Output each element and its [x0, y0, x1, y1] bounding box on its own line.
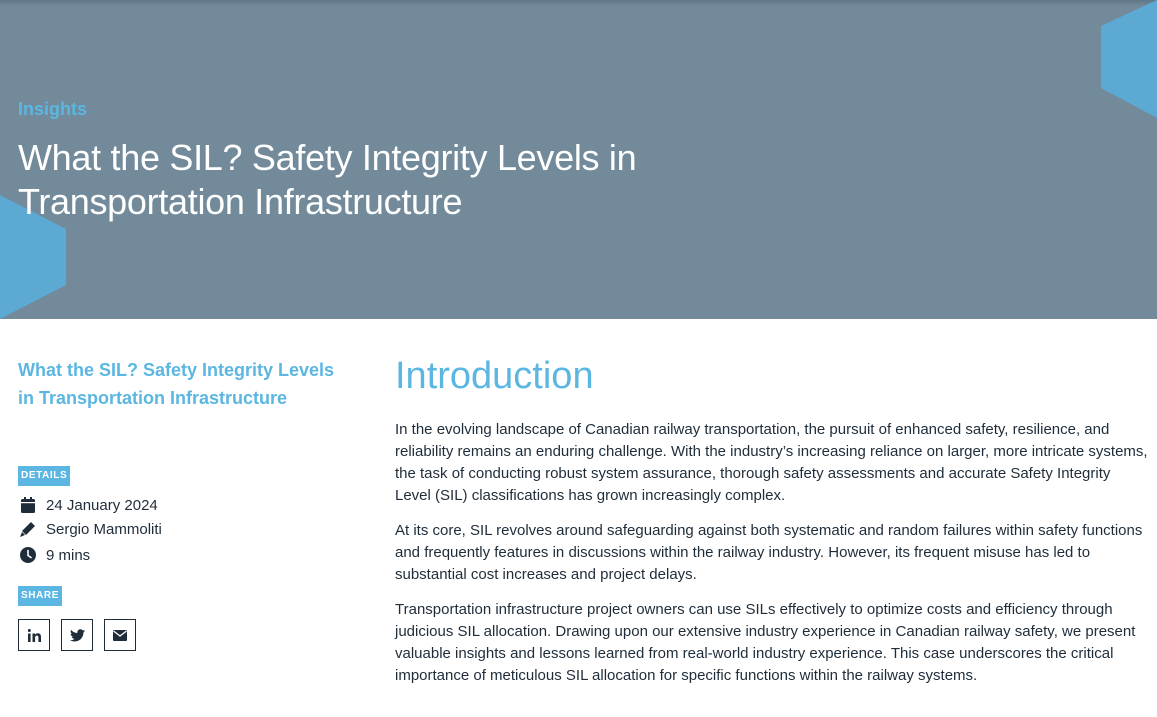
calendar-icon: [18, 496, 38, 514]
article-paragraph: In the evolving landscape of Canadian railway transportation, the pursuit of enhanced safety, resilience, and reliability remains an enduring challenge. With the industry’s increasing reliance on larger, more intricate systems, the task of conducting robust system assurance, thorough safety assessments and accurate Safety Integrity Level (SIL) classifications has grown increasingly complex.: [395, 421, 1148, 504]
section-heading: Introduction: [395, 355, 594, 397]
publish-date-text: 24 January 2024: [46, 496, 158, 514]
twitter-icon: [70, 629, 85, 642]
article-sidebar: [18, 356, 348, 601]
details-badge: DETAILS: [18, 466, 70, 486]
hero-top-shadow: [0, 0, 1157, 6]
hero-category-label[interactable]: Insights: [18, 99, 88, 119]
author: [18, 518, 162, 540]
publish-date: [18, 494, 158, 516]
page-title: What the SIL? Safety Integrity Levels in Transportation Infrastructure: [18, 137, 637, 222]
share-linkedin-button[interactable]: [18, 619, 50, 651]
author-name[interactable]: Sergio Mammoliti: [46, 520, 162, 538]
article-paragraph: Transportation infrastructure project owners can use SILs effectively to optimize costs and efficiency through judicious SIL allocation. Drawing upon our extensive industry experience in Canadian railway safety, we present valuable insights and lessons learned from real-world industry experience. This case underscores the critical importance of meticulous SIL allocation for specific functions within the railway systems.: [395, 601, 1136, 684]
share-badge: SHARE: [18, 586, 62, 606]
sidebar-title: What the SIL? Safety Integrity Levels in Transportation Infrastructure: [18, 360, 335, 408]
linkedin-icon: [28, 629, 41, 642]
clock-icon: [18, 546, 38, 564]
pencil-icon: [18, 520, 38, 538]
hexagon-decoration-right: [1101, 0, 1157, 118]
read-time-text: 9 mins: [46, 546, 91, 564]
share-twitter-button[interactable]: [61, 619, 93, 651]
share-buttons: [18, 619, 147, 651]
share-email-button[interactable]: [104, 619, 136, 651]
email-icon: [113, 630, 127, 641]
hero-banner: [0, 0, 1157, 319]
read-time: [18, 544, 90, 566]
article-paragraph: At its core, SIL revolves around safeguarding against both systematic and random failures within safety functions and frequently features in discussions within the railway industry. However, its frequent misuse has led to substantial cost increases and project delays.: [395, 522, 1143, 583]
article-body: [395, 350, 1150, 700]
